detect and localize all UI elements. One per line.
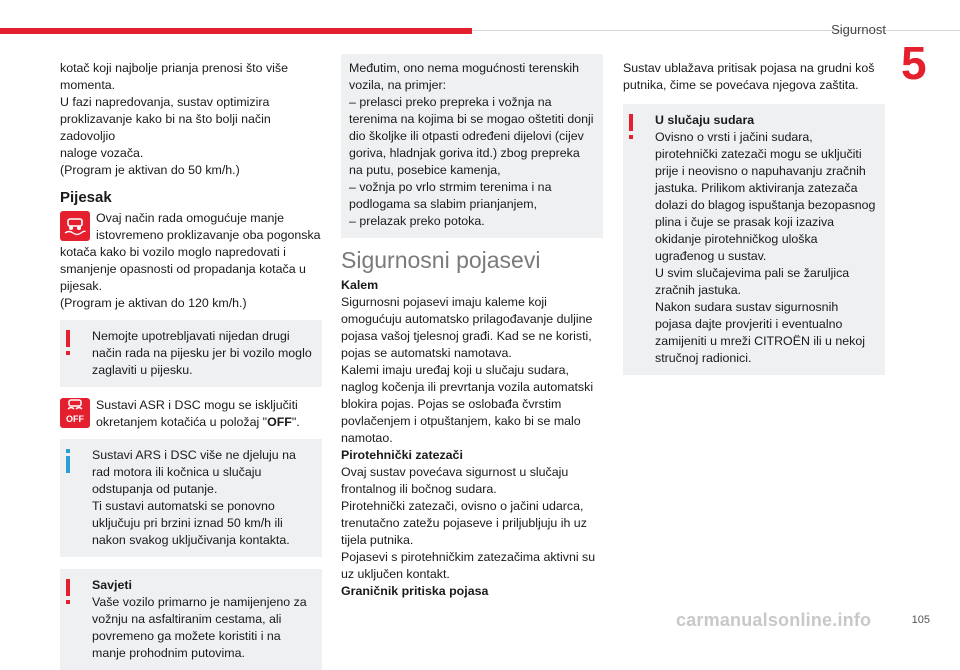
crash-warning-box bbox=[623, 104, 885, 375]
warning-exclamation-icon bbox=[66, 330, 70, 347]
pyrotechnic-heading: Pirotehnički zatezači bbox=[341, 448, 463, 462]
crash-warning-title: U slučaju sudara bbox=[655, 113, 755, 127]
off-text-keyword: OFF bbox=[267, 415, 292, 429]
advice-title: Savjeti bbox=[92, 578, 132, 592]
watermark: carmanualsonline.info bbox=[676, 610, 872, 630]
chapter-number: 5 bbox=[901, 37, 927, 89]
offroad-limits-text: Međutim, ono nema mogućnosti terenskih vozila, na primjer: – prelasci preko prepreka i vožnja na terenima na kojima bi se mogao oštetiti donji dio školjke ili otpasti određeni dijelovi (cijev goriva, hladnjak goriva itd.) zbog prepreka na putu, posebice kamenja, – vožnja po vrlo strmim terenima i na podlogama sa slabim prianjanjem, – prelazak preko potoka. bbox=[349, 61, 594, 228]
pijesak-text: Ovaj način rada omogućuje manje istovremeno proklizavanje oba pogonska kotača kako bi vozilo moglo napredovati i smanjenje opasnosti od propadanja kotača u pijesak. (Program je aktivan do 120 km/h.) bbox=[60, 211, 321, 310]
off-icon-label: OFF bbox=[66, 413, 84, 424]
sand-mode-icon bbox=[60, 211, 90, 241]
pyrotechnic-text: Ovaj sustav povećava sigurnost u slučaju frontalnog ili bočnog sudara. Pirotehnički zatezači, ovisno o jačini udarca, trenutačno zatežu pojaseve i priljubljuju ih uz tijela putnika. Pojasevi s pirotehničkim zatezačima aktivni su uz uključen kontakt. bbox=[341, 465, 596, 581]
pijesak-block bbox=[60, 210, 322, 312]
offroad-limits-box bbox=[341, 54, 603, 238]
intro-paragraph: kotač koji najbolje prianja prenosi što više momenta. U fazi napredovanja, sustav optimizira proklizavanje kako bi na što bolji način zadovoljio naloge vozača. (Program je aktivan do 50 km/h.) bbox=[60, 61, 288, 177]
info-text: Sustavi ARS i DSC više ne djeluju na rad motora ili kočnica u slučaju odstupanja od putanje. Ti sustavi automatski se ponovno uključuju pri brzini iznad 50 km/h ili nakon svakog uključivanja kontakta. bbox=[92, 448, 296, 547]
load-limiter-text: Sustav ublažava pritisak pojasa na grudni koš putnika, čime se povećava njegova zaštita. bbox=[623, 61, 875, 92]
warning-sand-box bbox=[60, 320, 322, 387]
kalem-heading: Kalem bbox=[341, 278, 379, 292]
off-text-part-1: Sustavi ASR i DSC mogu se isključiti okretanjem kotačića u položaj " bbox=[96, 398, 298, 429]
advice-box bbox=[60, 569, 322, 670]
info-box bbox=[60, 439, 322, 557]
column-2 bbox=[341, 54, 603, 600]
column-1 bbox=[60, 60, 322, 670]
advice-text: Vaše vozilo primarno je namijenjeno za vožnju na asfaltiranim cestama, ali povremeno ga možete koristiti i na manje prohodnim putovima. bbox=[92, 595, 307, 660]
seatbelts-section-title: Sigurnosni pojasevi bbox=[341, 247, 541, 273]
load-limiter-heading: Graničnik pritiska pojasa bbox=[341, 584, 489, 598]
advice-exclamation-icon bbox=[66, 579, 70, 596]
section-title: Sigurnost bbox=[831, 22, 886, 37]
warning-sand-text: Nemojte upotrebljavati nijedan drugi način rada na pijesku jer bi vozilo moglo zaglaviti u pijesku. bbox=[92, 329, 312, 377]
header-accent-bar bbox=[0, 28, 472, 34]
pijesak-heading: Pijesak bbox=[60, 189, 112, 206]
info-icon bbox=[66, 449, 70, 453]
asr-dsc-off-text bbox=[60, 397, 322, 431]
asr-dsc-off-block bbox=[60, 397, 322, 431]
crash-warning-text: Ovisno o vrsti i jačini sudara, pirotehnički zatezači mogu se uključiti prije i neovisno o napuhavanju zračnih jastuka. Prilikom aktiviranja zatezača dolazi do blagog ispuštanja bezopasnog plina i čuje se prasak koji izaziva okidanje pirotehničkog uloška ugrađenog u sustav. U svim slučajevima pali se žaruljica zračnih jastuka. Nakon sudara sustav sigurnosnih pojasa dajte provjeriti i eventualno zamijeniti u mreži CITROËN ili u nekoj stručnoj radionici. bbox=[655, 130, 876, 365]
crash-exclamation-icon bbox=[629, 114, 633, 131]
header-rule bbox=[472, 30, 960, 31]
kalem-text: Sigurnosni pojasevi imaju kaleme koji omogućuju automatsko prilagođavanje duljine pojasa vašoj tjelesnoj građi. Kad se ne koristi, pojas se automatski namotava. Kalemi imaju uređaj koji u slučaju sudara, naglog kočenja ili prevrtanja vozila automatski blokira pojas. Pojas se oslobađa čvrstim povlačenjem i otpuštanjem, kako bi se malo namotao. bbox=[341, 295, 594, 445]
esp-off-icon bbox=[60, 398, 90, 428]
off-text-part-2: ". bbox=[291, 415, 300, 429]
column-3 bbox=[623, 60, 885, 375]
page-number: 105 bbox=[911, 614, 930, 626]
